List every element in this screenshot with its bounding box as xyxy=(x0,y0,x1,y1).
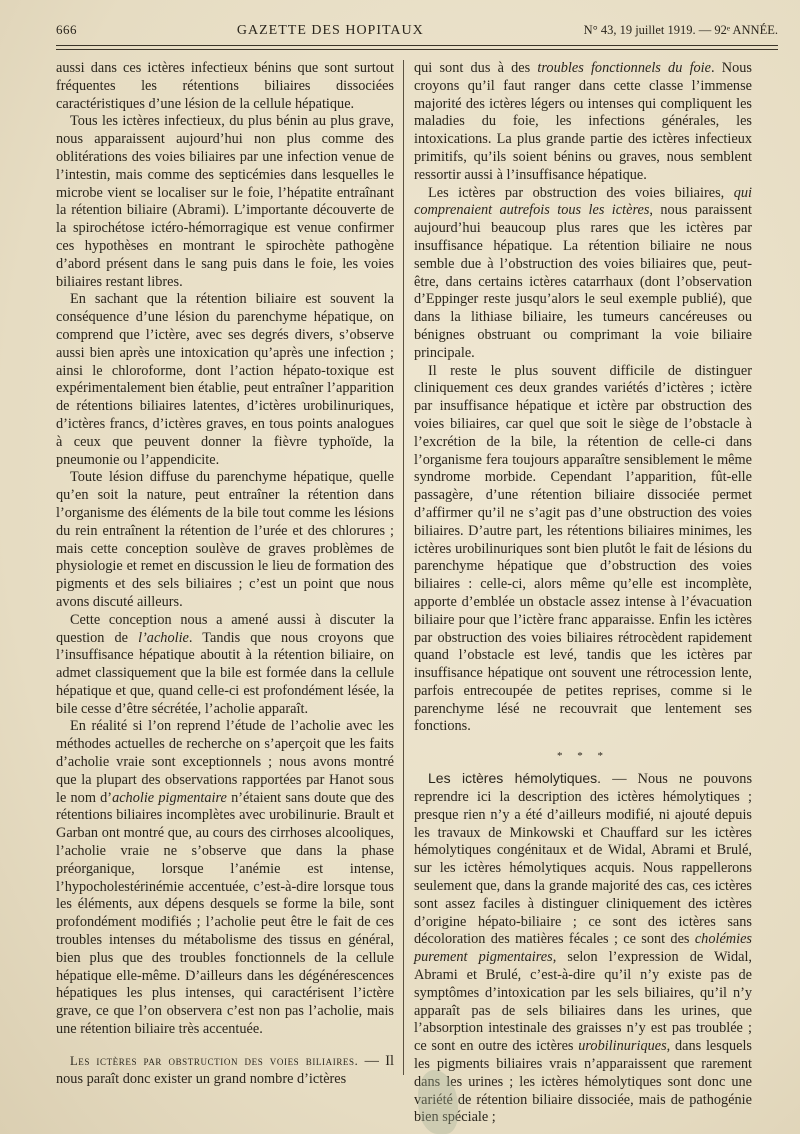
paragraph: En sachant que la rétention biliaire est souvent la conséquence d’une lésion du parenchyme hépatique, on comprend que l’ictère, avec ses degrés divers, s’observe aussi bien après une intoxication qu’après une infection ; ainsi le chloroforme, dont l’action hépato-toxique est expérimentalement bien établie, peut entraîner l’apparition de rétentions biliaires latentes, d’ictères urobilinuriques, d’ictères francs, d’ictères graves, en tous points analogues à ceux que peuvent donner la fièvre typhoïde, la pneumonie ou l’appendicite. xyxy=(56,291,394,468)
italic-run: cholémies purement pigmentaires xyxy=(414,931,752,966)
text-run: — Nous ne pouvons reprendre ici la description des ictères hémolytiques ; presque rien n’y a été d’ailleurs modifié, ni ajouté depuis les travaux de Minkowski et Chauffard sur les ictères hémolytiques congénitaux et de Widal, Abrami et Brulé, sur les ictères hémolytiques acquis. Nous rappellerons seulement que, dans la grande majorité des cas, ces ictères sont assez faciles à distinguer cliniquement des ictères d’origine hépato-biliaire ; ce sont des ictères sans décoloration des matières fécales ; ce sont des xyxy=(414,771,753,948)
section-paragraph xyxy=(56,1053,394,1089)
italic-run: urobilinuriques xyxy=(578,1038,667,1055)
italic-run: qui comprenaient autrefois tous les ictères xyxy=(414,184,752,219)
text-run: qui sont dus à des xyxy=(414,60,538,76)
paragraph xyxy=(56,718,394,1038)
header-rule xyxy=(56,45,778,46)
paragraph xyxy=(414,60,752,185)
paragraph xyxy=(56,612,394,719)
asterism: * * * xyxy=(557,750,609,763)
section-heading: Les ictères hémolytiques. xyxy=(428,770,602,787)
text-run: — Il nous paraît donc exister un grand nombre d’ictères xyxy=(56,1052,394,1087)
paragraph: Toute lésion diffuse du parenchyme hépatique, quelle qu’en soit la nature, peut entraîner la rétention dans l’organisme des éléments de la bile tout comme les lésions du rein entraînent la rétention de l’urée et des chlorures ; mais cette conception soulève de graves problèmes de physiologie et remet en discussion le lieu de formation des pigments et des sels biliaires ; c’est un point que nous avons discuté ailleurs. xyxy=(56,469,394,610)
text-run: , nous paraissent aujourd’hui beaucoup plus rares que les ictères par insuffisance hépatique. La rétention biliaire ne nous semble due à l’obstruction des voies biliaires que, peut-être, dans certains ictères catarrhaux (dont l’observation d’Eppinger reste jusqu’alors le seul exemple publié), que dans la lithiase biliaire, les tumeurs cancéreuses ou bénignes obstruant ou comprimant la voie biliaire principale. xyxy=(414,202,752,361)
running-header xyxy=(56,22,778,44)
column-divider xyxy=(403,60,404,1075)
issue-info: N° 43, 19 juillet 1919. — 92ᵉ ANNÉE. xyxy=(583,23,778,37)
text-run: . Tandis que nous croyons que l’insuffisance hépatique aboutit à la rétention biliaire, on admet classiquement que la bile est formée dans la cellule hépatique et que, quand celle-ci est profondément lésée, la bile cesse d’être sécrétée, l’acholie apparaît. xyxy=(56,629,394,717)
text-run: , dans lesquels les pigments biliaires vrais n’apparaissent que rarement dans les urines ; les ictères hémolytiques sont donc une variété de rétention biliaire dissociée, mais de pathogénie bien spéciale ; xyxy=(414,1038,753,1126)
paragraph: Il reste le plus souvent difficile de distinguer cliniquement ces deux grandes variétés d’ictères ; ictère par insuffisance hépatique et ictère par obstruction des voies biliaires, car quel que soit le siège de l’obstacle à l’excrétion de la bile, la rétention de celle-ci dans l’organisme fera toujours apparaître sensiblement le même syndrome morbide. Cependant l’apparition, fût-elle passagère, d’une rétention biliaire dissociée permet d’affirmer qu’il ne s’agit pas d’une obstruction des voies biliaires. D’autre part, les rétentions biliaires minimes, les ictères urobilinuriques sont bien plutôt le fait de lésions du parenchyme hépatique que d’obstruction des voies biliaires : celle-ci, alors même qu’elle est incomplète, apporte d’emblée un obstacle assez intense à l’évacuation biliaire pour que l’ictère franc apparaisse. Enfin les ictères par obstruction des voies biliaires rétrocèdent rapidement quand l’obstacle est levé, tandis que les ictères par insuffisance hépatique ont souvent une rétrocession lente, parfois entrecoupée de petites reprises, comme si le parenchyme lésé ne recouvrait que lentement ses fonctions. xyxy=(414,362,752,735)
text-run: En réalité si l’on reprend l’étude de l’acholie avec les méthodes actuelles de recherche on s’aperçoit que les faits d’acholie vraie sont exceptionnels ; nous avons montré que la plupart des observations rapportées par Hanot sous le nom d’ xyxy=(56,718,394,806)
italic-run: acholie pigmentaire xyxy=(112,789,227,806)
paragraph: Tous les ictères infectieux, du plus bénin au plus grave, nous apparaissent aujourd’hui non plus comme des oblitérations des voies biliaires par une infection venue de l’intestin, mais comme des septicémies dans lesquelles le microbe vient se localiser sur le foie, l’hépatite entraînant la rétention biliaire (Abrami). L’importante découverte de la spirochétose ictéro-hémorragique est venue confirmer ces hypothèses en montrant le spirochète pathogène d’abord présent dans le sang puis dans le foie, les voies biliaires restant libres. xyxy=(56,113,394,290)
italic-run: l’acholie xyxy=(138,629,189,646)
text-run: n’étaient sans doute que des rétentions biliaires incomplètes avec urobilinurie. Brault et Garban ont montré que, au cours des cirrhoses alcooliques, l’acholie vraie ne s’observe que dans la phase préorganique, lorsque l’anémie est intense, l’hypocholestérinémie accentuée, c’est-à-dire lorsque tous les éléments, aux dépens desquels se forme la bile, sont profondément modifiés ; l’acholie peut être le fait de ces troubles intenses du métabolisme des tissus en général, bien plus que des troubles fonctionnels de la cellule hépatique elle-même. D’ailleurs dans les dégénérescences hépatiques les plus intenses, qui caractérisent l’ictère grave, ce que l’on observera c’est non pas l’acholie, mais une rétention biliaire très accentuée. xyxy=(56,789,395,1038)
journal-title: GAZETTE DES HOPITAUX xyxy=(236,23,424,38)
text-run: . Nous croyons qu’il faut ranger dans cette classe l’immense majorité des ictères légers ou intenses qui compliquent les maladies du foie, les infections générales, les intoxications. La plus grande partie des ictères infectieux primitifs, qu’ils soient bénins ou graves, nous semblent ressortir aussi à l’insuffisance hépatique. xyxy=(414,60,752,183)
section-heading: Les ictères par obstruction des voies biliaires. xyxy=(70,1053,359,1068)
text-run: Cette conception nous a amené aussi à discuter la question de xyxy=(56,611,394,646)
left-column xyxy=(56,60,394,1088)
page-number: 666 xyxy=(56,22,77,37)
italic-run: troubles fonctionnels du foie xyxy=(537,60,712,76)
text-run: , selon l’expression de Widal, Abrami et Brulé, c’est-à-dire qu’il n’y existe pas de symptômes d’intoxication par les sels biliaires, qu’il n’y apparaît pas de sels biliaires dans les urines, que l’absorption intestinale des graisses n’y est pas troublée ; ce sont en outre des ictères xyxy=(414,949,752,1055)
paragraph: aussi dans ces ictères infectieux bénins que sont surtout fréquentes les rétentions biliaires dissociées caractéristiques d’une lésion de la cellule hépatique. xyxy=(56,60,394,112)
header-rule-second xyxy=(56,49,778,50)
paragraph xyxy=(414,185,752,363)
text-run: Les ictères par obstruction des voies biliaires, xyxy=(428,184,734,201)
section-paragraph xyxy=(414,770,752,1127)
right-column xyxy=(414,60,752,1127)
